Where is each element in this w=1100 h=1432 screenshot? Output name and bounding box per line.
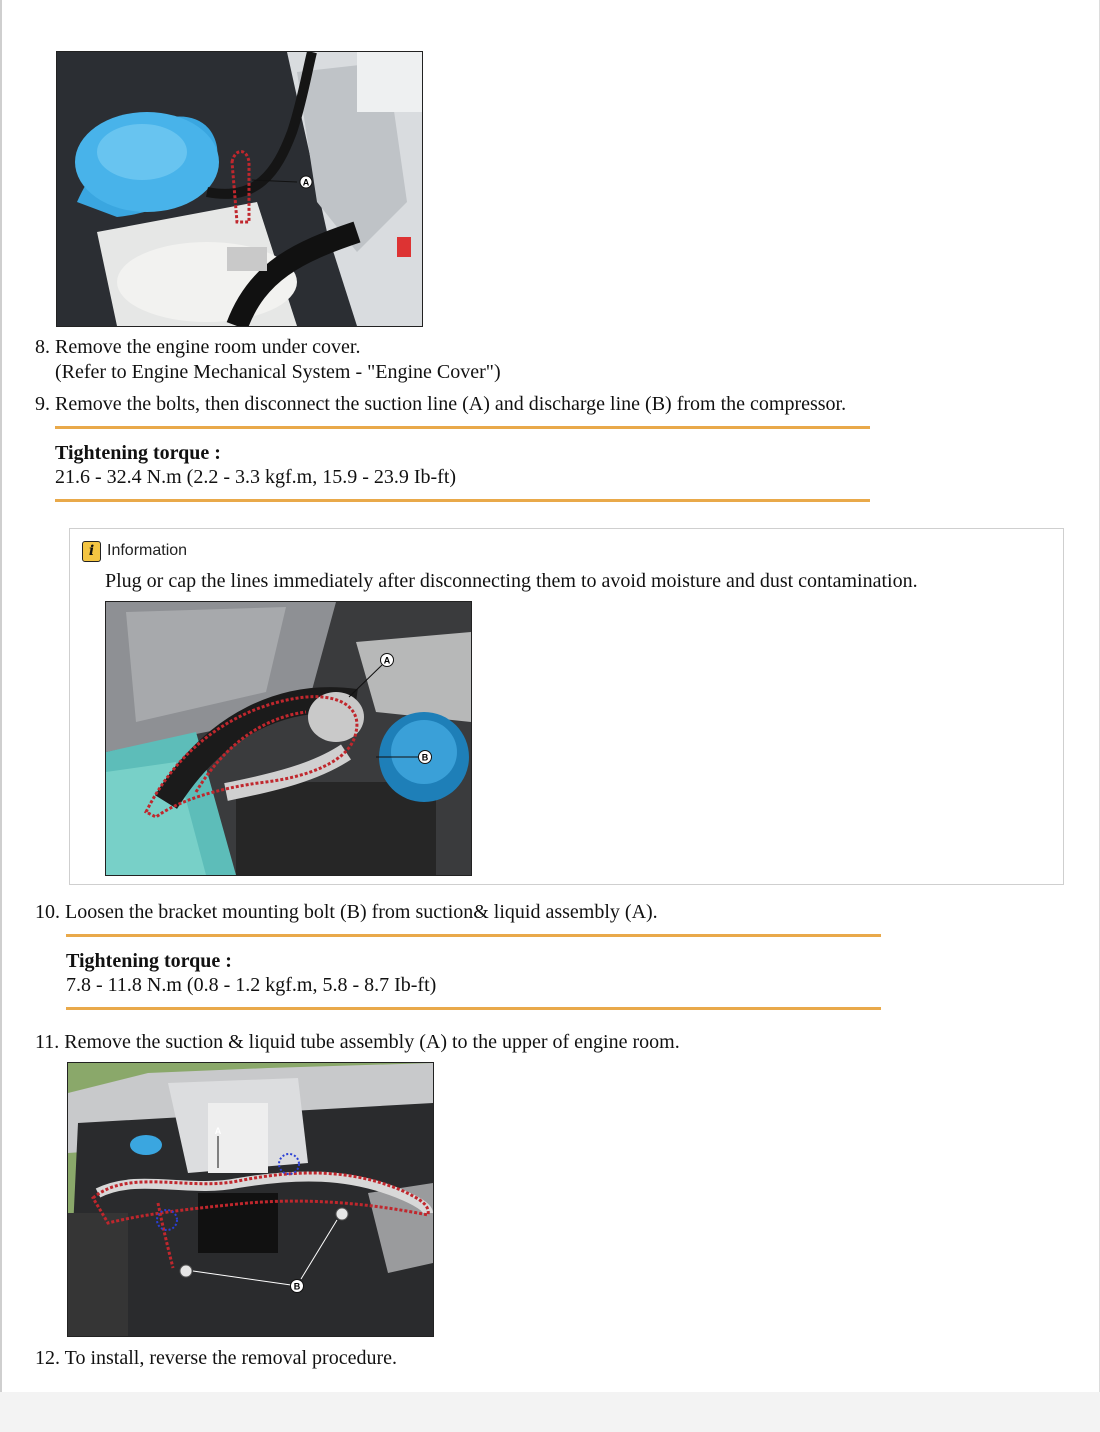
step-number: 11.	[35, 1031, 60, 1053]
step-text: Remove the bolts, then disconnect the suction line (A) and discharge line (B) from the compressor.	[55, 393, 847, 415]
page-footer-band	[0, 1392, 1100, 1432]
callout-a: A	[383, 655, 391, 666]
torque-divider	[55, 426, 870, 429]
step-10	[35, 900, 658, 924]
step-text: Loosen the bracket mounting bolt (B) from suction& liquid assembly (A).	[65, 901, 658, 923]
step-text: Remove the engine room under cover.	[55, 336, 361, 358]
callout-a: A	[302, 177, 310, 188]
torque-label: Tightening torque :	[66, 950, 232, 972]
step-11	[35, 1030, 680, 1054]
torque-divider	[55, 499, 870, 502]
callout-b: B	[293, 1281, 301, 1292]
information-box	[69, 528, 1064, 885]
step-number: 9.	[35, 393, 50, 415]
torque-divider	[66, 1007, 881, 1010]
page-border	[0, 0, 2, 1432]
callout-b: B	[421, 752, 429, 763]
step-number: 8.	[35, 336, 50, 358]
step-8-reference: (Refer to Engine Mechanical System - "Engine Cover")	[55, 361, 501, 383]
torque-divider	[66, 934, 881, 937]
step-number: 12.	[35, 1347, 60, 1369]
step-9	[35, 392, 846, 416]
photo-compressor-lines	[105, 601, 472, 876]
step-12	[35, 1346, 397, 1370]
information-icon: i	[82, 541, 101, 562]
callout-a: A	[214, 1126, 222, 1136]
torque-value: 7.8 - 11.8 N.m (0.8 - 1.2 kgf.m, 5.8 - 8.7 Ib-ft)	[66, 974, 437, 996]
step-8	[35, 335, 360, 359]
torque-label: Tightening torque :	[55, 442, 221, 464]
step-text: To install, reverse the removal procedure.	[64, 1347, 397, 1369]
photo-washer-reservoir	[56, 51, 423, 327]
step-number: 10.	[35, 901, 60, 923]
step-text: Remove the suction & liquid tube assembly (A) to the upper of engine room.	[64, 1031, 680, 1053]
information-text: Plug or cap the lines immediately after disconnecting them to avoid moisture and dust contamination.	[105, 570, 918, 592]
torque-value: 21.6 - 32.4 N.m (2.2 - 3.3 kgf.m, 15.9 - 23.9 Ib-ft)	[55, 466, 457, 488]
information-title: Information	[107, 542, 188, 559]
photo-suction-liquid-assembly	[67, 1062, 434, 1337]
